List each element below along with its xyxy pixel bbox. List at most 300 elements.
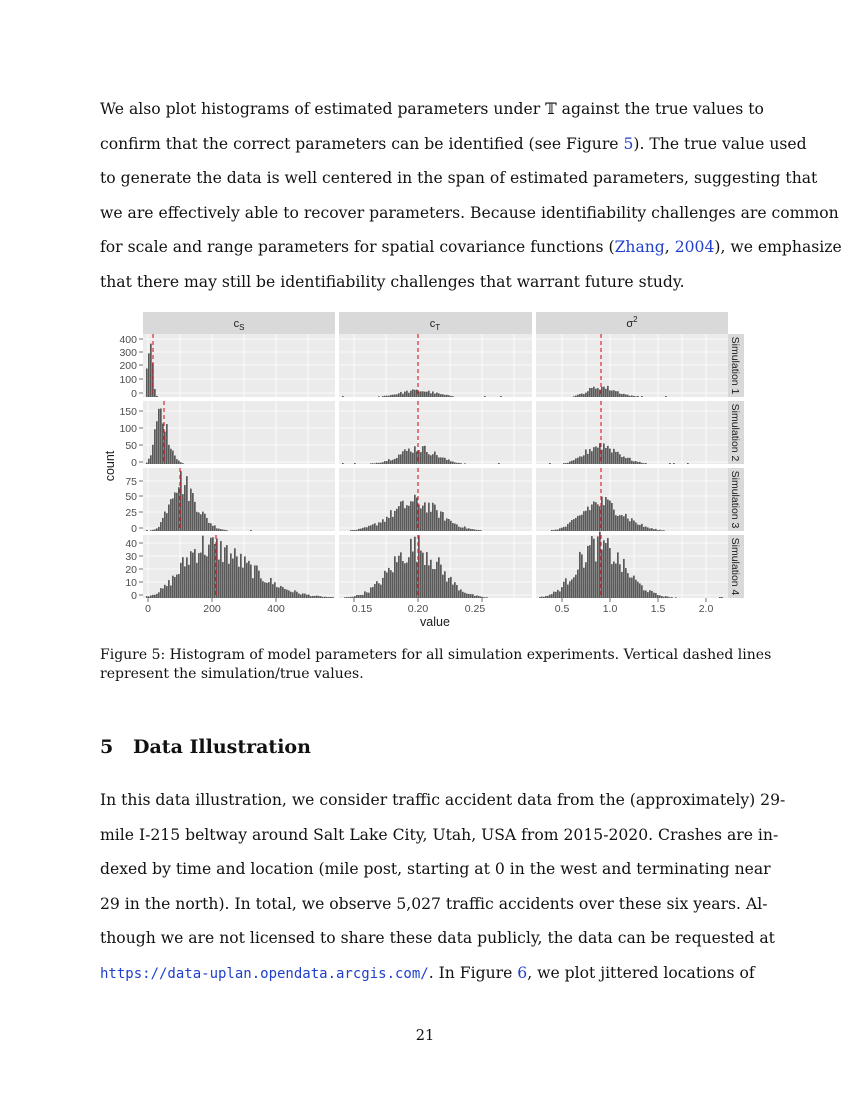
histogram-bar [615, 564, 617, 598]
text-line: mile I-215 beltway around Salt Lake City, Utah, USA from 2015-2020. Crashes are in- [100, 825, 779, 844]
histogram-bar [615, 452, 617, 464]
text-segment: , [664, 238, 675, 257]
x-tick-marks [148, 598, 706, 602]
histogram-bar [168, 445, 170, 464]
histogram-bar [422, 506, 424, 531]
intro-paragraph [100, 92, 842, 300]
histogram-bar [154, 595, 156, 598]
histogram-bar [206, 556, 208, 598]
histogram-bar [436, 510, 438, 531]
histogram-bar [354, 596, 356, 598]
histogram-bar [615, 391, 617, 397]
histogram-bar [613, 390, 615, 397]
histogram-bar [394, 511, 396, 531]
histogram-bar [476, 595, 478, 598]
histogram-bar [484, 396, 486, 397]
figure-link[interactable]: 6 [517, 963, 528, 982]
histogram-bar [591, 504, 593, 531]
histogram-bar [585, 449, 587, 464]
histogram-bar [583, 455, 585, 464]
figure-link[interactable]: 5 [623, 134, 634, 153]
histogram-bar [400, 502, 402, 531]
data-illustration-paragraph [100, 783, 786, 991]
histogram-bar [631, 578, 633, 598]
histogram-bar [390, 510, 392, 531]
histogram-bar [378, 463, 380, 464]
histogram-bar [645, 463, 647, 464]
histogram-bar [460, 463, 462, 464]
row-label-1: Simulation 1 [729, 336, 741, 395]
histogram-bar [573, 519, 575, 531]
text-line [100, 956, 755, 991]
histogram-bar [460, 527, 462, 531]
histogram-bar [234, 548, 236, 598]
histogram-bar [352, 530, 354, 531]
x-tick: 1.0 [602, 603, 618, 615]
histogram-bar [587, 454, 589, 464]
histogram-bar [583, 511, 585, 531]
histogram-bar [625, 458, 627, 464]
histogram-bar [589, 449, 591, 464]
histogram-bar [154, 529, 156, 531]
histogram-bar [392, 517, 394, 531]
histogram-bar [200, 514, 202, 531]
histogram-bar [406, 563, 408, 598]
histogram-bar [579, 552, 581, 598]
histogram-bar [202, 536, 204, 598]
histogram-bar [565, 463, 567, 464]
histogram-bar [300, 594, 302, 598]
histogram-bar [599, 390, 601, 397]
histogram-bar [673, 463, 675, 464]
histogram-bar [290, 592, 292, 598]
histogram-bar [466, 594, 468, 598]
histogram-bar [424, 446, 426, 464]
histogram-bar [402, 451, 404, 464]
histogram-bar [396, 458, 398, 464]
panel-r1-cs [143, 334, 335, 397]
histogram-bar [416, 390, 418, 397]
histogram-bar [150, 595, 152, 598]
histogram-bar [390, 570, 392, 598]
histogram-bar [651, 591, 653, 598]
histogram-bar [607, 446, 609, 464]
histogram-bar [454, 582, 456, 598]
x-tick: 0.25 [464, 603, 486, 615]
histogram-bar [164, 512, 166, 531]
histogram-bar [571, 520, 573, 531]
histogram-bar [282, 587, 284, 598]
histogram-bar [358, 529, 360, 531]
histogram-bar [589, 545, 591, 598]
histogram-bar [186, 557, 188, 598]
histogram-bar [645, 591, 647, 598]
histogram-bar [384, 396, 386, 397]
histogram-bar [396, 562, 398, 598]
histogram-bar [356, 530, 358, 531]
histogram-bar [156, 528, 158, 531]
histogram-bar [609, 449, 611, 464]
histogram-bar [647, 527, 649, 531]
histogram-bar [428, 503, 430, 531]
histogram-bar [721, 597, 723, 598]
histogram-bar [615, 515, 617, 531]
histogram-bar [358, 595, 360, 598]
histogram-bar [162, 423, 164, 464]
text-line: to generate the data is well centered in the span of estimated parameters, suggesting that [100, 169, 818, 188]
histogram-bar [649, 590, 651, 598]
caption-line: Figure 5: Histogram of model parameters for all simulation experiments. Vertical dashed lines [100, 647, 772, 663]
histogram-bar [194, 502, 196, 531]
histogram-bar [575, 396, 577, 397]
histogram-bar [446, 518, 448, 531]
histogram-bar [619, 564, 621, 598]
histogram-bar [661, 530, 663, 531]
histogram-bar [432, 569, 434, 598]
histogram-bar [591, 388, 593, 397]
histogram-bar [462, 528, 464, 531]
y-tick: 50 [125, 491, 137, 503]
text-line: we are effectively able to recover parameters. Because identifiability challenges are common [100, 203, 839, 222]
y-ticks [119, 334, 137, 602]
histogram-bar [174, 492, 176, 531]
y-tick: 50 [125, 440, 137, 452]
histogram-bar [603, 540, 605, 598]
histogram-bar [436, 562, 438, 598]
histogram-bar [342, 463, 344, 464]
histogram-bar [549, 595, 551, 598]
histogram-bar [386, 572, 388, 598]
histogram-bar [374, 584, 376, 598]
histogram-bar [625, 514, 627, 531]
histogram-bar [302, 593, 304, 598]
histogram-bar [719, 597, 721, 598]
histogram-bar [438, 457, 440, 464]
histogram-bar [222, 530, 224, 531]
histogram-bar [206, 518, 208, 531]
histogram-bar [595, 446, 597, 464]
histogram-bar [665, 396, 667, 397]
histogram-bar [260, 578, 262, 598]
histogram-bar [627, 573, 629, 598]
histogram-bar [376, 463, 378, 464]
histogram-bar [294, 590, 296, 598]
histogram-bar [378, 583, 380, 598]
x-tick: 0.5 [554, 603, 570, 615]
histogram-bar [162, 518, 164, 531]
histogram-bar [579, 456, 581, 464]
histogram-bar [687, 463, 689, 464]
text-line [100, 127, 807, 162]
histogram-bar [312, 596, 314, 598]
histogram-bar [386, 461, 388, 464]
histogram-bar [166, 424, 168, 464]
histogram-bar [611, 391, 613, 397]
histogram-bar [438, 518, 440, 531]
histogram-bar [408, 449, 410, 464]
histogram-bar [426, 512, 428, 531]
data-url-link[interactable]: https://data-uplan.opendata.arcgis.com/ [100, 965, 429, 982]
histogram-bar [168, 580, 170, 598]
histogram-bar [412, 501, 414, 531]
histogram-bar [486, 597, 488, 598]
histogram-bar [158, 409, 160, 464]
histogram-bar [154, 389, 156, 397]
histogram-bar [577, 516, 579, 531]
histogram-bar [238, 567, 240, 598]
histogram-bar [432, 454, 434, 464]
histogram-bar [633, 576, 635, 598]
histogram-bar [599, 443, 601, 464]
histogram-bar [442, 512, 444, 531]
histogram-bar [388, 568, 390, 598]
histogram-bar [466, 529, 468, 531]
histogram-bar [474, 530, 476, 531]
histogram-bar [378, 522, 380, 531]
histogram-bar [360, 529, 362, 531]
histogram-bar [198, 512, 200, 531]
histogram-bar [621, 457, 623, 464]
histogram-bar [587, 507, 589, 531]
histogram-bar [244, 556, 246, 598]
histogram-bar [563, 463, 565, 464]
histogram-bar [581, 554, 583, 598]
histogram-bar [156, 421, 158, 464]
histogram-bar [152, 530, 154, 531]
histogram-bar [232, 559, 234, 598]
histogram-bar [663, 597, 665, 598]
histogram-bar [669, 463, 671, 464]
histogram-bar [420, 452, 422, 464]
histogram-bar [464, 593, 466, 598]
histogram-figure [100, 306, 750, 631]
histogram-bar [561, 528, 563, 531]
histogram-bar [484, 597, 486, 598]
histogram-bar [196, 563, 198, 598]
histogram-bar [372, 463, 374, 464]
histogram-bar [617, 452, 619, 464]
histogram-bar [394, 556, 396, 598]
histogram-bar [611, 453, 613, 464]
histogram-bar [402, 501, 404, 531]
histogram-bar [146, 530, 148, 531]
histogram-bar [226, 545, 228, 598]
histogram-bar [354, 463, 356, 464]
histogram-bar [380, 463, 382, 464]
histogram-bar [593, 501, 595, 531]
histogram-bar [146, 462, 148, 464]
histogram-bar [565, 578, 567, 598]
histogram-bar [180, 563, 182, 598]
histogram-bar [557, 530, 559, 531]
histogram-bar [344, 597, 346, 598]
histogram-bar [563, 527, 565, 531]
histogram-bar [150, 344, 152, 397]
histogram-bar [454, 462, 456, 464]
histogram-bar [420, 551, 422, 598]
histogram-bar [609, 390, 611, 397]
histogram-bar [332, 597, 334, 598]
histogram-bar [258, 571, 260, 598]
histogram-bar [388, 396, 390, 397]
histogram-bar [575, 575, 577, 598]
histogram-bar [611, 503, 613, 531]
histogram-bar [480, 596, 482, 598]
figure-caption [100, 646, 772, 684]
histogram-bar [212, 537, 214, 598]
histogram-bar [342, 396, 344, 397]
histogram-bar [655, 593, 657, 598]
histogram-bar [659, 595, 661, 598]
histogram-bar [430, 455, 432, 464]
x-tick: 400 [267, 603, 285, 615]
histogram-bar [398, 506, 400, 531]
histogram-bar [170, 586, 172, 598]
histogram-bar [156, 396, 158, 397]
histogram-bar [557, 590, 559, 598]
histogram-bar [621, 515, 623, 531]
histogram-bar [146, 369, 148, 397]
histogram-bar [166, 586, 168, 598]
histogram-bar [480, 530, 482, 531]
histogram-bar [180, 471, 182, 531]
histogram-bar [444, 521, 446, 531]
histogram-bar [156, 594, 158, 598]
histogram-bar [430, 560, 432, 598]
histogram-bar [182, 494, 184, 531]
histogram-bar [390, 460, 392, 464]
histogram-bar [438, 393, 440, 397]
histogram-bar [422, 446, 424, 464]
histogram-bar [174, 577, 176, 598]
y-tick: 0 [131, 388, 137, 400]
histogram-bar [603, 387, 605, 397]
histogram-bar [553, 592, 555, 598]
histogram-bar [599, 506, 601, 531]
histogram-bar [424, 565, 426, 598]
histogram-bar [623, 456, 625, 464]
y-tick: 30 [125, 551, 137, 563]
histogram-bar [278, 588, 280, 598]
histogram-bar [559, 591, 561, 598]
histogram-bar [470, 594, 472, 598]
histogram-bar [184, 566, 186, 598]
histogram-bar [563, 582, 565, 598]
histogram-bar [621, 394, 623, 397]
histogram-bar [298, 593, 300, 598]
histogram-bar [651, 528, 653, 531]
histogram-bar [188, 565, 190, 598]
histogram-bar [412, 453, 414, 464]
histogram-bar [637, 582, 639, 598]
histogram-bar [595, 561, 597, 598]
histogram-bar [567, 524, 569, 531]
histogram-bar [593, 447, 595, 464]
histogram-bar [567, 585, 569, 598]
histogram-bar [176, 459, 178, 464]
histogram-bar [619, 454, 621, 464]
histogram-bar [450, 396, 452, 397]
histogram-bar [627, 519, 629, 531]
y-tick: 150 [119, 406, 137, 418]
histogram-bar [414, 390, 416, 397]
y-tick: 300 [119, 347, 137, 359]
histogram-bar [629, 458, 631, 464]
histogram-bar [376, 525, 378, 531]
histogram-bar [583, 568, 585, 598]
histogram-bar [591, 536, 593, 598]
histogram-bar [402, 394, 404, 397]
histogram-bar [410, 539, 412, 598]
histogram-bar [360, 595, 362, 598]
text-segment: , we plot jittered locations of [527, 963, 755, 982]
histogram-bar [352, 597, 354, 598]
histogram-bar [172, 498, 174, 531]
histogram-bar [392, 395, 394, 397]
y-tick: 75 [125, 476, 137, 488]
histogram-bar [567, 463, 569, 464]
histogram-bar [472, 529, 474, 531]
histogram-bar [444, 571, 446, 598]
histogram-bar [148, 353, 150, 397]
histogram-bar [428, 565, 430, 598]
histogram-bar [370, 463, 372, 464]
histogram-bar [424, 502, 426, 531]
citation-link-author[interactable]: Zhang [614, 238, 665, 257]
histogram-bar [308, 595, 310, 598]
histogram-bar [446, 582, 448, 598]
histogram-bar [653, 593, 655, 598]
histogram-bar [216, 528, 218, 531]
histogram-bar [422, 391, 424, 397]
histogram-bar [639, 462, 641, 464]
y-tick-marks [139, 339, 143, 595]
histogram-bar [438, 557, 440, 598]
histogram-bar [623, 394, 625, 397]
histogram-bar [390, 395, 392, 397]
histogram-bar [482, 597, 484, 598]
histogram-bar [326, 597, 328, 598]
histogram-bar [559, 528, 561, 531]
histogram-bar [631, 518, 633, 531]
histogram-bar [543, 597, 545, 598]
citation-link-year[interactable]: 2004 [674, 238, 715, 257]
histogram-bar [354, 530, 356, 531]
histogram-bar [607, 538, 609, 598]
histogram-bar [224, 547, 226, 598]
histogram-bar [577, 570, 579, 598]
text-line: 29 in the north). In total, we observe 5,027 traffic accidents over these six years. Al- [100, 894, 768, 913]
histogram-bar [192, 553, 194, 598]
histogram-bar [252, 578, 254, 598]
histogram-bar [388, 459, 390, 464]
text-segment: . In Figure [428, 963, 518, 982]
histogram-bar [330, 597, 332, 598]
histogram-bar [280, 586, 282, 598]
histogram-bar [452, 585, 454, 598]
y-tick: 100 [119, 423, 137, 435]
y-tick: 0 [131, 590, 137, 602]
histogram-bar [220, 541, 222, 598]
histogram-bar [585, 511, 587, 531]
histogram-bar [250, 530, 252, 531]
histogram-bar [573, 577, 575, 598]
histogram-bar [410, 391, 412, 397]
panel-r3-cs [143, 468, 335, 531]
histogram-bar [368, 526, 370, 531]
histogram-bar [216, 538, 218, 598]
histogram-bar [226, 530, 228, 531]
